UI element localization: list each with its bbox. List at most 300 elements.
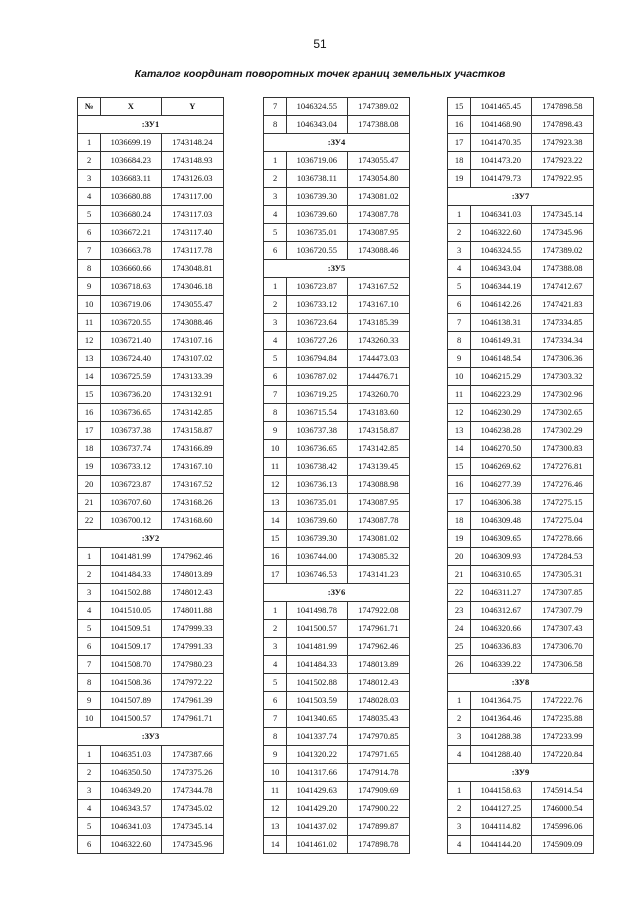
table-row <box>448 584 594 602</box>
x-coordinate: 1036725.59 <box>101 368 161 386</box>
table-row <box>264 116 410 134</box>
y-coordinate: 1743168.60 <box>161 512 223 530</box>
y-coordinate: 1747345.96 <box>161 836 223 854</box>
x-coordinate: 1046223.29 <box>471 386 531 404</box>
table-row <box>448 602 594 620</box>
x-coordinate: 1041481.99 <box>287 638 347 656</box>
table-row <box>264 224 410 242</box>
section-label: :ЗУ2 <box>78 530 224 548</box>
table-row <box>78 188 224 206</box>
y-coordinate: 1747345.96 <box>531 224 593 242</box>
table-row <box>78 422 224 440</box>
table-row <box>448 350 594 368</box>
table-row <box>448 782 594 800</box>
point-number: 2 <box>264 170 287 188</box>
section-row <box>78 728 224 746</box>
table-row <box>448 242 594 260</box>
x-coordinate: 1036700.12 <box>101 512 161 530</box>
table-row <box>448 818 594 836</box>
x-coordinate: 1036735.01 <box>287 494 347 512</box>
y-coordinate: 1743081.02 <box>347 188 409 206</box>
x-coordinate: 1041465.45 <box>471 98 531 116</box>
y-coordinate: 1747421.83 <box>531 296 593 314</box>
x-coordinate: 1036715.54 <box>287 404 347 422</box>
table-row <box>448 728 594 746</box>
y-coordinate: 1743167.10 <box>161 458 223 476</box>
point-number: 2 <box>264 620 287 638</box>
table-row <box>78 746 224 764</box>
y-coordinate: 1743046.18 <box>161 278 223 296</box>
table-row <box>264 242 410 260</box>
y-coordinate: 1743260.33 <box>347 332 409 350</box>
point-number: 8 <box>264 404 287 422</box>
y-coordinate: 1747899.87 <box>347 818 409 836</box>
table-row <box>448 224 594 242</box>
point-number: 3 <box>78 170 101 188</box>
x-coordinate: 1046341.03 <box>471 206 531 224</box>
x-coordinate: 1036738.42 <box>287 458 347 476</box>
point-number: 7 <box>264 710 287 728</box>
y-coordinate: 1744473.03 <box>347 350 409 368</box>
point-number: 2 <box>264 296 287 314</box>
point-number: 15 <box>78 386 101 404</box>
y-coordinate: 1743117.78 <box>161 242 223 260</box>
y-coordinate: 1747345.02 <box>161 800 223 818</box>
y-coordinate: 1747389.02 <box>531 242 593 260</box>
point-number: 24 <box>448 620 471 638</box>
y-coordinate: 1745996.06 <box>531 818 593 836</box>
x-coordinate: 1041509.51 <box>101 620 161 638</box>
x-coordinate: 1046270.50 <box>471 440 531 458</box>
table-row <box>78 386 224 404</box>
point-number: 6 <box>264 692 287 710</box>
section-row <box>448 188 594 206</box>
x-coordinate: 1046138.31 <box>471 314 531 332</box>
point-number: 14 <box>264 512 287 530</box>
table-row <box>78 494 224 512</box>
y-coordinate: 1747922.08 <box>347 602 409 620</box>
point-number: 17 <box>448 494 471 512</box>
table-row <box>448 494 594 512</box>
x-coordinate: 1041500.57 <box>287 620 347 638</box>
table-row <box>78 134 224 152</box>
x-coordinate: 1046238.28 <box>471 422 531 440</box>
x-coordinate: 1046148.54 <box>471 350 531 368</box>
point-number: 15 <box>448 458 471 476</box>
y-coordinate: 1747922.95 <box>531 170 593 188</box>
point-number: 7 <box>264 386 287 404</box>
x-coordinate: 1046230.29 <box>471 404 531 422</box>
table-row <box>264 818 410 836</box>
x-coordinate: 1036683.11 <box>101 170 161 188</box>
table-row <box>78 242 224 260</box>
x-coordinate: 1041481.99 <box>101 548 161 566</box>
y-coordinate: 1748012.43 <box>161 584 223 602</box>
x-coordinate: 1046215.29 <box>471 368 531 386</box>
coordinate-table-column-2 <box>263 97 410 854</box>
x-coordinate: 1041364.46 <box>471 710 531 728</box>
point-number: 16 <box>264 548 287 566</box>
column-header-number: № <box>78 98 101 116</box>
table-row <box>78 314 224 332</box>
x-coordinate: 1044127.25 <box>471 800 531 818</box>
y-coordinate: 1745909.09 <box>531 836 593 854</box>
y-coordinate: 1743055.47 <box>161 296 223 314</box>
x-coordinate: 1046322.60 <box>471 224 531 242</box>
y-coordinate: 1743167.52 <box>347 278 409 296</box>
y-coordinate: 1747233.99 <box>531 728 593 746</box>
page-number: 51 <box>313 37 327 51</box>
x-coordinate: 1041364.75 <box>471 692 531 710</box>
table-row <box>78 638 224 656</box>
table-row <box>448 746 594 764</box>
table-row <box>264 548 410 566</box>
y-coordinate: 1743107.16 <box>161 332 223 350</box>
y-coordinate: 1747898.78 <box>347 836 409 854</box>
y-coordinate: 1745914.54 <box>531 782 593 800</box>
table-row <box>264 368 410 386</box>
table-row <box>264 206 410 224</box>
point-number: 6 <box>264 242 287 260</box>
x-coordinate: 1046320.66 <box>471 620 531 638</box>
y-coordinate: 1747971.65 <box>347 746 409 764</box>
point-number: 1 <box>78 134 101 152</box>
y-coordinate: 1743117.03 <box>161 206 223 224</box>
point-number: 2 <box>448 224 471 242</box>
point-number: 3 <box>78 782 101 800</box>
section-label: :ЗУ3 <box>78 728 224 746</box>
table-row <box>448 260 594 278</box>
y-coordinate: 1743087.95 <box>347 224 409 242</box>
y-coordinate: 1747278.66 <box>531 530 593 548</box>
x-coordinate: 1044144.20 <box>471 836 531 854</box>
y-coordinate: 1743048.81 <box>161 260 223 278</box>
y-coordinate: 1747307.43 <box>531 620 593 638</box>
section-row <box>264 584 410 602</box>
x-coordinate: 1036719.06 <box>287 152 347 170</box>
point-number: 1 <box>78 746 101 764</box>
table-row <box>264 764 410 782</box>
x-coordinate: 1036680.88 <box>101 188 161 206</box>
y-coordinate: 1748013.89 <box>347 656 409 674</box>
y-coordinate: 1743085.32 <box>347 548 409 566</box>
x-coordinate: 1036736.65 <box>101 404 161 422</box>
point-number: 20 <box>78 476 101 494</box>
x-coordinate: 1046350.50 <box>101 764 161 782</box>
table-row <box>264 98 410 116</box>
point-number: 9 <box>78 278 101 296</box>
y-coordinate: 1743107.02 <box>161 350 223 368</box>
table-row <box>448 152 594 170</box>
x-coordinate: 1046324.55 <box>471 242 531 260</box>
x-coordinate: 1041317.66 <box>287 764 347 782</box>
table-row <box>78 584 224 602</box>
table-row <box>264 476 410 494</box>
table-row <box>78 476 224 494</box>
y-coordinate: 1743088.46 <box>347 242 409 260</box>
point-number: 17 <box>264 566 287 584</box>
y-coordinate: 1747235.88 <box>531 710 593 728</box>
point-number: 16 <box>448 116 471 134</box>
x-coordinate: 1036684.23 <box>101 152 161 170</box>
point-number: 3 <box>448 242 471 260</box>
point-number: 19 <box>78 458 101 476</box>
x-coordinate: 1041508.70 <box>101 656 161 674</box>
point-number: 8 <box>448 332 471 350</box>
table-row <box>264 350 410 368</box>
table-row <box>448 476 594 494</box>
point-number: 7 <box>78 656 101 674</box>
x-coordinate: 1046336.83 <box>471 638 531 656</box>
point-number: 4 <box>448 260 471 278</box>
x-coordinate: 1041484.33 <box>287 656 347 674</box>
x-coordinate: 1046277.39 <box>471 476 531 494</box>
x-coordinate: 1046309.65 <box>471 530 531 548</box>
point-number: 13 <box>448 422 471 440</box>
table-row <box>264 782 410 800</box>
x-coordinate: 1036699.19 <box>101 134 161 152</box>
x-coordinate: 1044158.63 <box>471 782 531 800</box>
section-label: :ЗУ5 <box>264 260 410 278</box>
y-coordinate: 1743087.78 <box>347 512 409 530</box>
x-coordinate: 1046351.03 <box>101 746 161 764</box>
point-number: 8 <box>264 728 287 746</box>
point-number: 14 <box>264 836 287 854</box>
point-number: 10 <box>264 440 287 458</box>
y-coordinate: 1743183.60 <box>347 404 409 422</box>
point-number: 15 <box>264 530 287 548</box>
table-row <box>448 368 594 386</box>
table-row <box>264 800 410 818</box>
y-coordinate: 1747334.85 <box>531 314 593 332</box>
y-coordinate: 1747334.34 <box>531 332 593 350</box>
table-row <box>78 710 224 728</box>
y-coordinate: 1747345.14 <box>161 818 223 836</box>
point-number: 18 <box>448 512 471 530</box>
table-row <box>448 296 594 314</box>
y-coordinate: 1743087.78 <box>347 206 409 224</box>
point-number: 15 <box>448 98 471 116</box>
x-coordinate: 1046312.67 <box>471 602 531 620</box>
x-coordinate: 1046269.62 <box>471 458 531 476</box>
point-number: 4 <box>78 800 101 818</box>
table-row <box>264 278 410 296</box>
section-row <box>264 260 410 278</box>
y-coordinate: 1743055.47 <box>347 152 409 170</box>
table-row <box>448 512 594 530</box>
x-coordinate: 1041320.22 <box>287 746 347 764</box>
y-coordinate: 1743168.26 <box>161 494 223 512</box>
y-coordinate: 1743054.80 <box>347 170 409 188</box>
y-coordinate: 1747412.67 <box>531 278 593 296</box>
point-number: 23 <box>448 602 471 620</box>
y-coordinate: 1747302.96 <box>531 386 593 404</box>
y-coordinate: 1747961.71 <box>347 620 409 638</box>
point-number: 16 <box>78 404 101 422</box>
point-number: 9 <box>78 692 101 710</box>
table-row <box>78 152 224 170</box>
x-coordinate: 1046149.31 <box>471 332 531 350</box>
y-coordinate: 1747305.31 <box>531 566 593 584</box>
y-coordinate: 1743117.00 <box>161 188 223 206</box>
table-row <box>264 314 410 332</box>
y-coordinate: 1747375.26 <box>161 764 223 782</box>
table-row <box>264 494 410 512</box>
y-coordinate: 1743132.91 <box>161 386 223 404</box>
section-row <box>78 530 224 548</box>
section-row <box>264 134 410 152</box>
point-number: 12 <box>264 476 287 494</box>
x-coordinate: 1041340.65 <box>287 710 347 728</box>
section-label: :ЗУ4 <box>264 134 410 152</box>
section-label: :ЗУ9 <box>448 764 594 782</box>
y-coordinate: 1744476.71 <box>347 368 409 386</box>
x-coordinate: 1036739.30 <box>287 188 347 206</box>
y-coordinate: 1747388.08 <box>347 116 409 134</box>
table-row <box>448 314 594 332</box>
x-coordinate: 1036723.87 <box>287 278 347 296</box>
table-row <box>78 170 224 188</box>
table-row <box>264 458 410 476</box>
table-row <box>448 530 594 548</box>
table-row <box>264 296 410 314</box>
y-coordinate: 1747961.71 <box>161 710 223 728</box>
table-row <box>448 386 594 404</box>
y-coordinate: 1743158.87 <box>161 422 223 440</box>
point-number: 6 <box>264 368 287 386</box>
point-number: 18 <box>448 152 471 170</box>
x-coordinate: 1041503.59 <box>287 692 347 710</box>
table-row <box>264 188 410 206</box>
point-number: 19 <box>448 170 471 188</box>
section-label: :ЗУ1 <box>78 116 224 134</box>
point-number: 7 <box>448 314 471 332</box>
y-coordinate: 1747303.32 <box>531 368 593 386</box>
point-number: 6 <box>78 836 101 854</box>
point-number: 4 <box>264 206 287 224</box>
point-number: 8 <box>78 260 101 278</box>
section-label: :ЗУ7 <box>448 188 594 206</box>
y-coordinate: 1746000.54 <box>531 800 593 818</box>
x-coordinate: 1036736.65 <box>287 440 347 458</box>
x-coordinate: 1036733.12 <box>287 296 347 314</box>
point-number: 2 <box>78 764 101 782</box>
table-row <box>264 728 410 746</box>
point-number: 5 <box>264 674 287 692</box>
point-number: 5 <box>78 206 101 224</box>
table-row <box>78 350 224 368</box>
x-coordinate: 1036718.63 <box>101 278 161 296</box>
page-title: Каталог координат поворотных точек границ земельных участков <box>134 68 506 80</box>
x-coordinate: 1036663.78 <box>101 242 161 260</box>
y-coordinate: 1747345.14 <box>531 206 593 224</box>
y-coordinate: 1747275.04 <box>531 512 593 530</box>
y-coordinate: 1747898.58 <box>531 98 593 116</box>
y-coordinate: 1743141.23 <box>347 566 409 584</box>
x-coordinate: 1036707.60 <box>101 494 161 512</box>
point-number: 8 <box>78 674 101 692</box>
y-coordinate: 1743260.70 <box>347 386 409 404</box>
column-header-y: Y <box>161 98 223 116</box>
point-number: 4 <box>448 836 471 854</box>
x-coordinate: 1046343.04 <box>471 260 531 278</box>
point-number: 9 <box>264 422 287 440</box>
table-row <box>78 566 224 584</box>
x-coordinate: 1046324.55 <box>287 98 347 116</box>
x-coordinate: 1036737.38 <box>101 422 161 440</box>
table-row <box>78 296 224 314</box>
x-coordinate: 1046142.26 <box>471 296 531 314</box>
point-number: 3 <box>448 728 471 746</box>
y-coordinate: 1747306.70 <box>531 638 593 656</box>
table-row <box>78 764 224 782</box>
x-coordinate: 1046344.19 <box>471 278 531 296</box>
point-number: 1 <box>448 206 471 224</box>
point-number: 21 <box>78 494 101 512</box>
x-coordinate: 1041509.17 <box>101 638 161 656</box>
table-row <box>448 638 594 656</box>
y-coordinate: 1747900.22 <box>347 800 409 818</box>
y-coordinate: 1747980.23 <box>161 656 223 674</box>
table-row <box>264 620 410 638</box>
point-number: 6 <box>78 638 101 656</box>
point-number: 3 <box>78 584 101 602</box>
y-coordinate: 1743126.03 <box>161 170 223 188</box>
x-coordinate: 1036739.30 <box>287 530 347 548</box>
x-coordinate: 1041337.74 <box>287 728 347 746</box>
point-number: 7 <box>264 98 287 116</box>
table-row <box>264 638 410 656</box>
table-row <box>264 674 410 692</box>
x-coordinate: 1036672.21 <box>101 224 161 242</box>
x-coordinate: 1036738.11 <box>287 170 347 188</box>
y-coordinate: 1748035.43 <box>347 710 409 728</box>
y-coordinate: 1747923.22 <box>531 152 593 170</box>
y-coordinate: 1748011.88 <box>161 602 223 620</box>
table-row <box>264 152 410 170</box>
section-row <box>448 674 594 692</box>
y-coordinate: 1743087.95 <box>347 494 409 512</box>
table-row <box>448 134 594 152</box>
table-row <box>264 422 410 440</box>
point-number: 2 <box>448 800 471 818</box>
y-coordinate: 1747276.46 <box>531 476 593 494</box>
point-number: 21 <box>448 566 471 584</box>
point-number: 1 <box>448 782 471 800</box>
y-coordinate: 1743133.39 <box>161 368 223 386</box>
x-coordinate: 1041484.33 <box>101 566 161 584</box>
table-row <box>264 710 410 728</box>
y-coordinate: 1747276.81 <box>531 458 593 476</box>
y-coordinate: 1747388.08 <box>531 260 593 278</box>
table-row <box>78 836 224 854</box>
point-number: 12 <box>448 404 471 422</box>
point-number: 2 <box>78 566 101 584</box>
y-coordinate: 1747302.29 <box>531 422 593 440</box>
point-number: 19 <box>448 530 471 548</box>
table-row <box>78 800 224 818</box>
x-coordinate: 1041429.20 <box>287 800 347 818</box>
x-coordinate: 1036719.06 <box>101 296 161 314</box>
table-row <box>78 404 224 422</box>
table-row <box>78 548 224 566</box>
x-coordinate: 1036746.53 <box>287 566 347 584</box>
y-coordinate: 1743148.93 <box>161 152 223 170</box>
y-coordinate: 1747275.15 <box>531 494 593 512</box>
y-coordinate: 1747962.46 <box>347 638 409 656</box>
table-row <box>264 836 410 854</box>
column-header-x: X <box>101 98 161 116</box>
